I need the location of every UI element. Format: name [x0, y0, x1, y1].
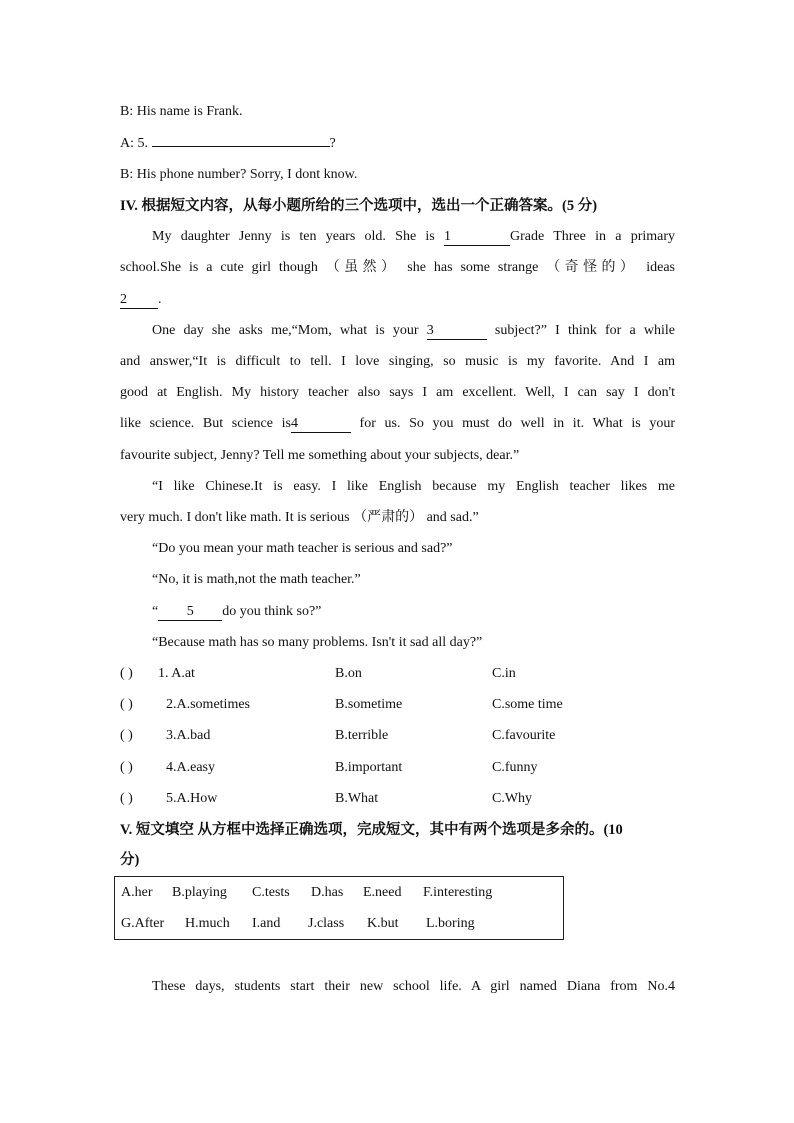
answer-paren[interactable]: ( ) [120, 728, 133, 743]
dialogue-line-1: B: His name is Frank. [120, 104, 243, 119]
text-span: “ [152, 604, 159, 619]
text-span: like science. But science is [120, 416, 291, 431]
word-option: B.playing [172, 885, 227, 900]
option-row [120, 664, 620, 684]
paragraph-2-line-2: and answer,“It is difficult to tell. I love singing, so music is my favorite. And I am [120, 354, 675, 369]
dialogue-line-3: B: His phone number? Sorry, I dont know. [120, 167, 358, 182]
blank-1[interactable]: 1 [444, 229, 510, 246]
text-span: subject?” I think for a while [486, 323, 676, 338]
option-row [120, 726, 620, 746]
option-b: B.important [335, 760, 403, 775]
text-span: for us. So you must do well in it. What is your [350, 416, 676, 431]
word-option: A.her [121, 885, 153, 900]
word-bank-box [114, 876, 564, 940]
paragraph-7: “Because math has so many problems. Isn't it sad all day?” [152, 635, 483, 650]
word-bank-row-1 [121, 883, 561, 903]
word-option: G.After [121, 916, 165, 931]
word-option: I.and [252, 916, 281, 931]
text-span: . [158, 292, 162, 307]
option-b: B.on [335, 666, 362, 681]
word-option: J.class [308, 916, 345, 931]
option-a: 1. A.at [158, 666, 195, 681]
option-b: B.sometime [335, 697, 403, 712]
option-c: C.in [492, 666, 516, 681]
blank-4[interactable]: 4 [291, 416, 351, 433]
paragraph-5: “No, it is math,not the math teacher.” [152, 572, 361, 587]
section-4-heading: IV. 根据短文内容，从每小题所给的三个选项中，选出一个正确答案。(5 分) [120, 198, 598, 214]
paragraph-1-line-3 [120, 290, 675, 310]
paragraph-3-line-2: very much. I don't like math. It is serious （严肃的） and sad.” [120, 510, 479, 525]
text-span: One day she asks me,“Mom, what is your [152, 323, 427, 338]
option-c: C.some time [492, 697, 563, 712]
answer-blank[interactable] [152, 146, 330, 147]
text-span: do you think so?” [222, 604, 322, 619]
text-span: My daughter Jenny is ten years old. She is [152, 229, 445, 244]
paragraph-2-line-3: good at English. My history teacher also says I am excellent. Well, I can say I don't [120, 385, 675, 400]
paragraph-6 [152, 602, 675, 622]
answer-paren[interactable]: ( ) [120, 791, 133, 806]
text-span: Grade Three in a primary [510, 229, 676, 244]
word-bank-row-2 [121, 914, 561, 934]
paragraph-3-line-1: “I like Chinese.It is easy. I like English because my English teacher likes me [152, 479, 675, 494]
answer-paren[interactable]: ( ) [120, 666, 133, 681]
option-a: 4.A.easy [166, 760, 215, 775]
word-option: H.much [185, 916, 230, 931]
section-5-heading-line-2: 分) [120, 852, 140, 868]
word-option: D.has [311, 885, 344, 900]
option-c: C.favourite [492, 728, 556, 743]
option-a: 2.A.sometimes [166, 697, 250, 712]
paragraph-1-line-2: school.She is a cute girl though （虽然） she has some strange （奇怪的） ideas [120, 260, 675, 275]
word-option: L.boring [426, 916, 475, 931]
paragraph-1-line-1 [152, 227, 675, 247]
paragraph-2-line-5: favourite subject, Jenny? Tell me something about your subjects, dear.” [120, 448, 520, 463]
passage-line-1: These days, students start their new school life. A girl named Diana from No.4 [152, 979, 675, 994]
option-row [120, 695, 620, 715]
option-row [120, 758, 620, 778]
dialogue-line-2 [120, 134, 675, 154]
option-row [120, 789, 620, 809]
word-option: C.tests [252, 885, 290, 900]
option-b: B.terrible [335, 728, 389, 743]
section-5-heading-line-1: V. 短文填空 从方框中选择正确选项，完成短文，其中有两个选项是多余的。(10 [120, 822, 623, 838]
blank-5[interactable]: 5 [158, 604, 222, 621]
word-option: E.need [363, 885, 402, 900]
blank-2[interactable]: 2 [120, 292, 158, 309]
dialogue-line-2-prefix: A: 5. [120, 136, 152, 151]
paragraph-2-line-4 [120, 414, 675, 434]
option-a: 5.A.How [166, 791, 218, 806]
dialogue-line-2-suffix: ? [329, 136, 336, 151]
word-option: F.interesting [423, 885, 493, 900]
answer-paren[interactable]: ( ) [120, 697, 133, 712]
option-c: C.funny [492, 760, 538, 775]
option-a: 3.A.bad [166, 728, 211, 743]
paragraph-4: “Do you mean your math teacher is serious and sad?” [152, 541, 453, 556]
answer-paren[interactable]: ( ) [120, 760, 133, 775]
blank-3[interactable]: 3 [427, 323, 487, 340]
option-b: B.What [335, 791, 379, 806]
paragraph-2-line-1 [152, 321, 675, 341]
word-option: K.but [367, 916, 399, 931]
option-c: C.Why [492, 791, 533, 806]
